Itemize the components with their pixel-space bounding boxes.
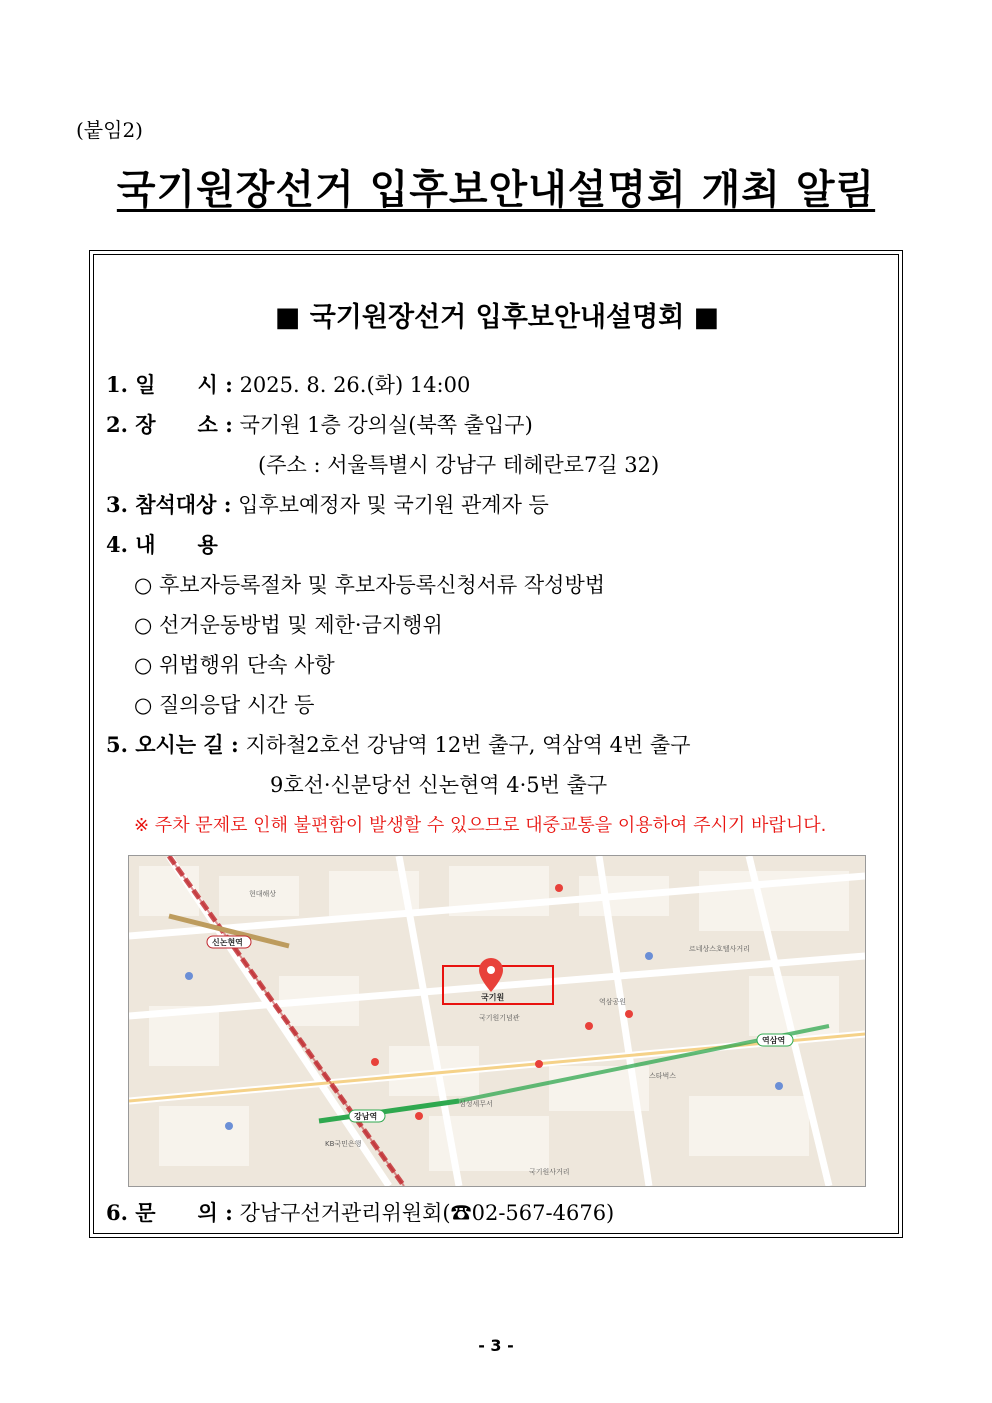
map-landmark-label: 국기원 [481, 993, 505, 1002]
content-bullet: ○ 질의응답 시간 등 [134, 693, 315, 717]
item-directions [106, 729, 690, 759]
date-label: 1. 일 시 : [106, 372, 233, 397]
item-content [106, 529, 218, 559]
inquiry-label: 6. 문 의 : [106, 1200, 233, 1225]
info-box [93, 254, 899, 1234]
date-value: 2025. 8. 26.(화) 14:00 [239, 373, 471, 397]
map-graphic [129, 856, 865, 1186]
place-label: 스타벅스 [649, 1072, 677, 1080]
location-map[interactable] [128, 855, 866, 1187]
place-label: 현대해상 [249, 890, 277, 898]
place-label: 2. 장 소 : [106, 412, 233, 437]
place-label: 섬성세무서 [459, 1100, 493, 1108]
place-label: KB국민은행 [325, 1140, 362, 1148]
place-label: 르네상스호텔사거리 [689, 945, 750, 953]
content-bullet: ○ 후보자등록절차 및 후보자등록신청서류 작성방법 [134, 573, 606, 597]
directions-label: 5. 오시는 길 : [106, 732, 239, 757]
item-place [106, 409, 533, 439]
page-number: - 3 - [478, 1336, 514, 1355]
item-attendees [106, 489, 549, 519]
inquiry-value: 강남구선거관리위원회(☎02-567-4676) [239, 1201, 615, 1225]
directions-value-2: 9호선·신분당선 신논현역 4·5번 출구 [270, 773, 608, 797]
attendees-value: 입후보예정자 및 국기원 관계자 등 [238, 493, 549, 517]
box-title: ■ 국기원장선거 입후보안내설명회 ■ [274, 302, 720, 333]
item-date [106, 369, 470, 399]
content-label: 4. 내 용 [106, 532, 218, 557]
station-label: 신논현역 [212, 938, 243, 947]
place-label: 역삼공원 [599, 998, 627, 1006]
attendees-label: 3. 참석대상 : [106, 492, 232, 517]
item-inquiry [106, 1197, 614, 1227]
place-label: 국기원기념관 [479, 1014, 520, 1022]
attachment-label: (붙임2) [76, 118, 143, 142]
directions-value: 지하철2호선 강남역 12번 출구, 역삼역 4번 출구 [245, 733, 691, 757]
page-title: 국기원장선거 입후보안내설명회 개최 알림 [116, 167, 876, 213]
place-label: 국기원사거리 [529, 1168, 570, 1176]
content-bullet: ○ 선거운동방법 및 제한·금지행위 [134, 613, 443, 637]
place-address: (주소 : 서울특별시 강남구 테헤란로7길 32) [258, 453, 660, 477]
content-bullet: ○ 위법행위 단속 사항 [134, 653, 335, 677]
parking-notice: ※ 주차 문제로 인해 불편함이 발생할 수 있으므로 대중교통을 이용하여 주시기 바랍니다. [134, 815, 827, 836]
station-label: 역삼역 [762, 1036, 786, 1045]
station-label: 강남역 [354, 1112, 378, 1121]
place-value: 국기원 1층 강의실(북쪽 출입구) [239, 413, 533, 437]
